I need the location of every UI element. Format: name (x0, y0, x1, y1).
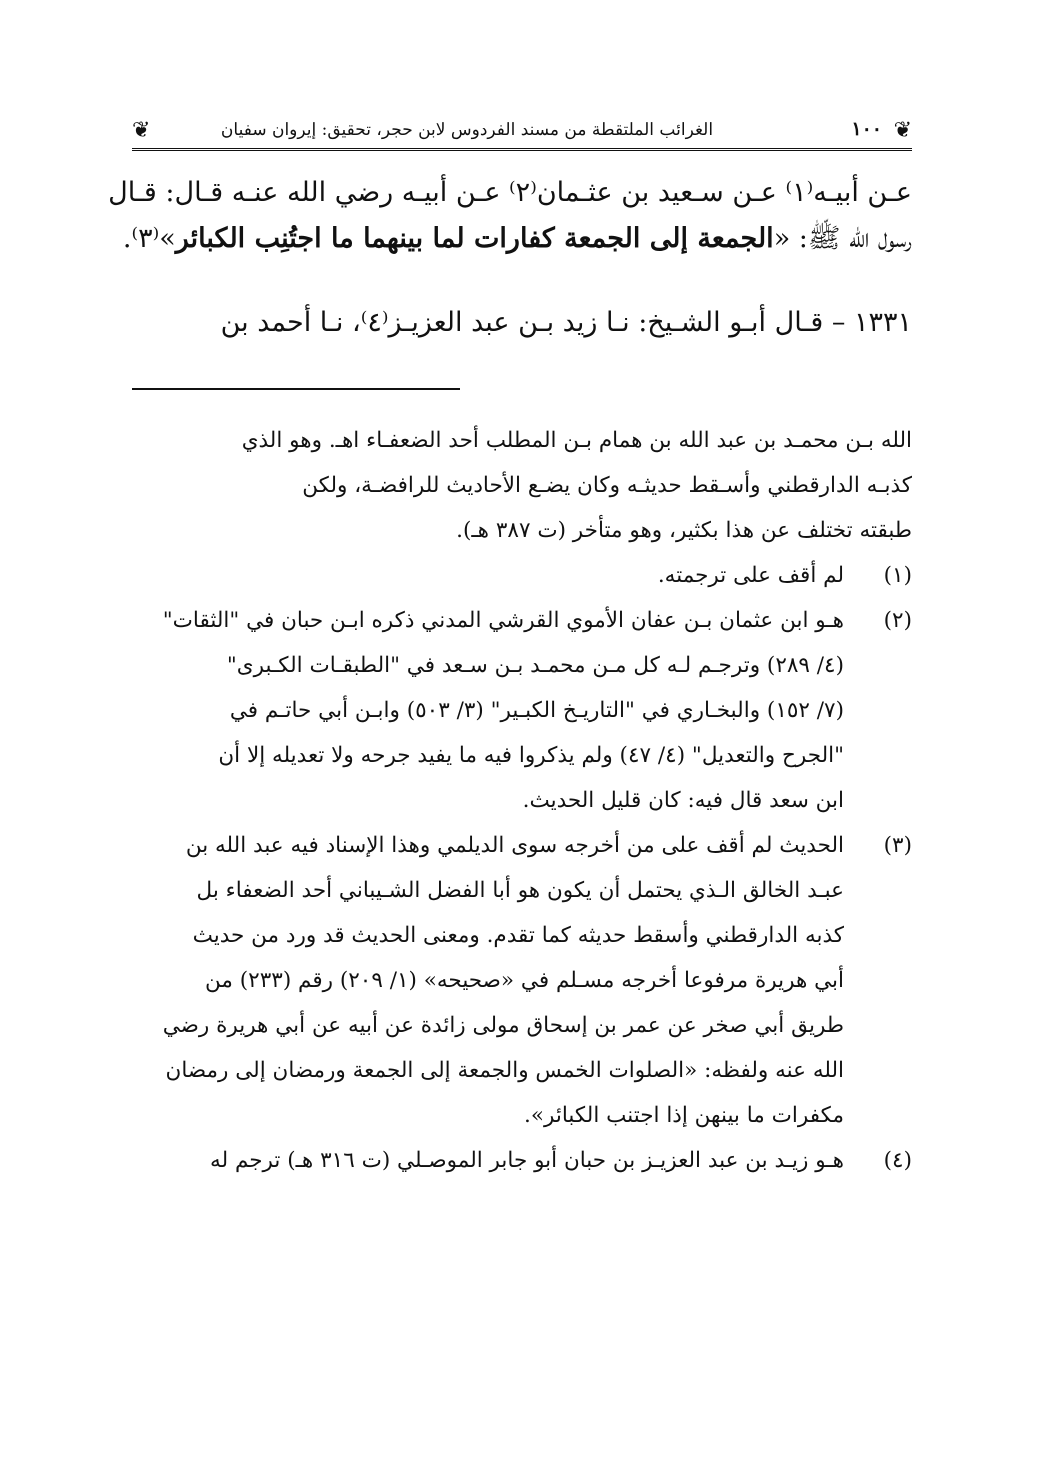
main-line-1: عـن أبيـه⁽١⁾ عـن سـعيد بن عثـمان⁽٢⁾ عـن أبيـه رضي الله عنـه قـال: قـال (108, 177, 912, 208)
footnote-number: (٤) (883, 1148, 912, 1173)
footnote-line: أبي هريرة مرفوعا أخرجه مسـلم في «صحيحه» (١/ ٢٠٩) رقم (٢٣٣) من (205, 968, 844, 993)
footnote-1 (132, 553, 912, 598)
ornament-right-icon: ❦ (893, 118, 912, 143)
footnote-4 (132, 1138, 912, 1183)
continuation-line: طبقته تختلف عن هذا بكثير، وهو متأخر (ت ٣٨٧ هـ). (456, 518, 912, 543)
footnotes-area (132, 418, 912, 1183)
footnote-number: (٢) (883, 608, 912, 633)
footnote-line: كذبه الدارقطني وأسقط حديثه كما تقدم. ومعنى الحديث قد ورد من حديث (192, 923, 844, 948)
main-line-2-suffix: »⁽٣⁾. (122, 223, 176, 254)
footnote-line: ابن سعد قال فيه: كان قليل الحديث. (522, 788, 844, 813)
continuation-line: الله بـن محمـد بن عبد الله بن همام بـن المطلب أحد الضعفـاء اهـ. وهو الذي (241, 428, 912, 453)
hadith-text: الجمعة إلى الجمعة كفارات لما بينهما ما اجتُنِب الكبائر (175, 223, 774, 254)
footnote-line: هـو زيـد بن عبد العزيـز بن حبان أبو جابر الموصـلي (ت ٣١٦ هـ) ترجم له (210, 1148, 844, 1173)
footnote-separator (132, 388, 460, 390)
main-line-2-prefix: رسول الله ﷺ: « (773, 223, 912, 254)
footnote-line: طريق أبي صخر عن عمر بن إسحاق مولى زائدة عن أبيه عن أبي هريرة رضي (162, 1013, 844, 1038)
footnote-line: عبـد الخالق الـذي يحتمل أن يكون هو أبا الفضل الشـيباني أحد الضعفاء بل (196, 878, 844, 903)
footnote-3 (132, 823, 912, 1138)
running-header (132, 112, 912, 150)
footnote-line: "الجرح والتعديل" (٤/ ٤٧) ولم يذكروا فيه ما يفيد جرحه ولا تعديله إلا أن (218, 743, 844, 768)
running-title: الغرائب الملتقطة من مسند الفردوس لابن حجر، تحقيق: إيروان سفيان (220, 120, 714, 140)
footnote-line: لم أقف على ترجمته. (657, 563, 844, 588)
footnote-line: الحديث لم أقف على من أخرجه سوى الديلمي وهذا الإسناد فيه عبد الله بن (185, 833, 844, 858)
footnote-number: (٣) (883, 833, 912, 858)
footnote-line: (٧/ ١٥٢) والبخـاري في "التاريـخ الكبـير" (٣/ ٥٠٣) وابـن أبي حاتـم في (229, 698, 844, 723)
main-text (108, 170, 912, 346)
header-rule (132, 148, 912, 151)
footnote-line: هـو ابن عثمان بـن عفان الأموي القرشي المدني ذكره ابـن حبان في "الثقات" (162, 608, 844, 633)
footnote-line: الله عنه ولفظه: «الصلوات الخمس والجمعة إلى الجمعة ورمضان إلى رمضان (165, 1058, 844, 1083)
footnote-number: (١) (883, 563, 912, 588)
footnote-line: مكفرات ما بينهن إذا اجتنب الكبائر». (524, 1103, 844, 1128)
page-number: ١٠٠ (851, 118, 882, 140)
continuation-line: كذبـه الدارقطني وأسـقط حديثـه وكان يضـع الأحاديث للرافضـة، ولكن (302, 473, 912, 498)
main-line-3: ١٣٣١ – قـال أبـو الشـيخ: نـا زيد بـن عبد العزيـز⁽٤⁾، نـا أحمد بن (220, 307, 912, 338)
footnote-line: (٤/ ٢٨٩) وترجـم لـه كل مـن محمـد بـن سـعد في "الطبقـات الكـبرى" (226, 653, 844, 678)
footnote-2 (132, 598, 912, 823)
ornament-left-icon: ❦ (132, 118, 151, 143)
main-line-2 (122, 216, 912, 262)
